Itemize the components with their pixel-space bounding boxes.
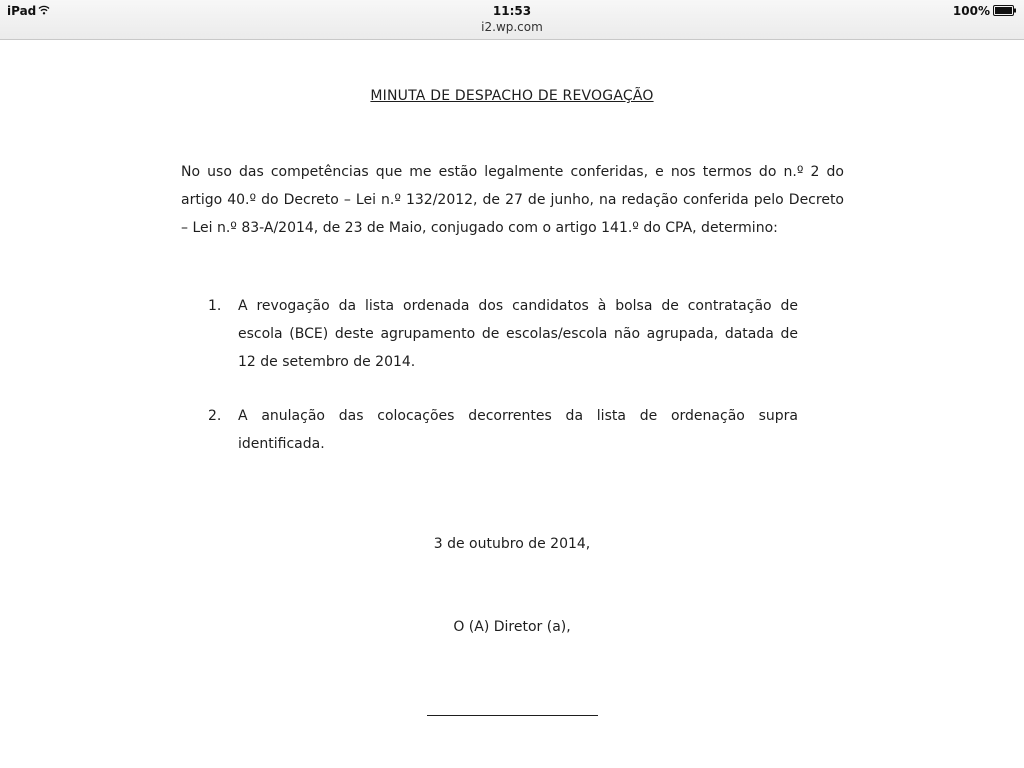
- determination-list: [208, 292, 798, 458]
- list-item-number: 2.: [208, 408, 222, 424]
- battery-percentage: 100%: [952, 4, 990, 18]
- battery-icon: [993, 5, 1017, 16]
- signer-title: O (A) Diretor (a),: [453, 619, 571, 635]
- document-title: MINUTA DE DESPACHO DE REVOGAÇÃO: [370, 88, 654, 104]
- list-item: [208, 402, 798, 458]
- clock: 11:53: [492, 4, 532, 18]
- intro-paragraph: No uso das competências que me estão legalmente conferidas, e nos termos do n.º 2 do artigo 40.º do Decreto – Lei n.º 132/2012, de 27 de junho, na redação conferida pelo Decreto – Lei n.º 83-A/2014, de 23 de Maio, conjugado com o artigo 141.º do CPA, determino:: [181, 164, 844, 236]
- list-item-text: A anulação das colocações decorrentes da lista de ordenação supra identificada.: [238, 408, 798, 452]
- list-item: [208, 292, 798, 376]
- device-name: iPad: [7, 4, 37, 18]
- document-date: 3 de outubro de 2014,: [433, 536, 591, 552]
- list-item-text: A revogação da lista ordenada dos candidatos à bolsa de contratação de escola (BCE) deste agrupamento de escolas/escola não agrupada, datada de 12 de setembro de 2014.: [238, 298, 798, 370]
- document-page: [0, 40, 1024, 768]
- status-bar: [0, 0, 1024, 40]
- signature-line: [427, 715, 598, 716]
- list-item-number: 1.: [208, 298, 222, 314]
- page-url[interactable]: i2.wp.com: [481, 20, 543, 34]
